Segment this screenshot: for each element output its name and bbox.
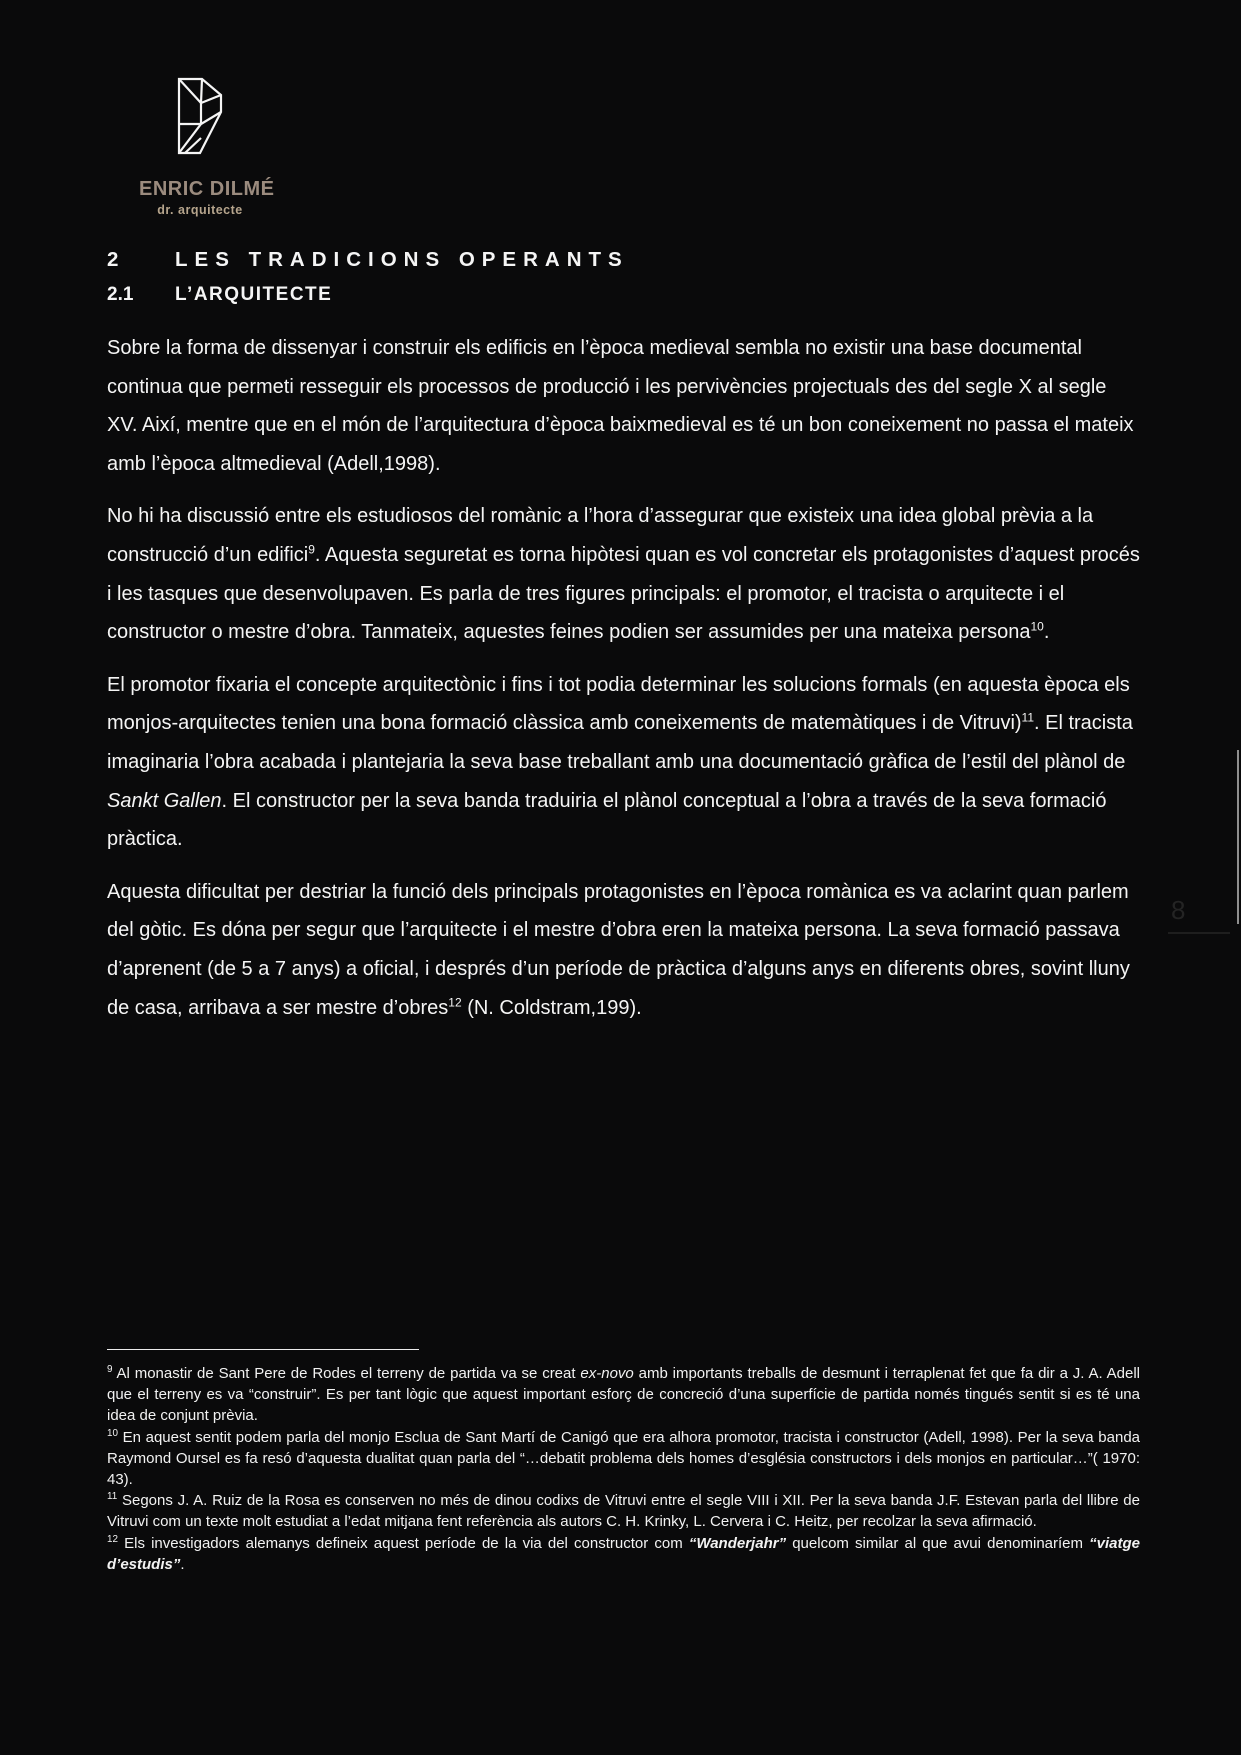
logo-tagline: dr. arquitecte (157, 203, 243, 217)
paragraph-3-text: El promotor fixaria el concepte arquitectònic i fins i tot podia determinar les solucions formals (en aquesta època els monjos-arquitectes tenien una bona formació clàssica amb coneixements de matemàtiques i de Vitruvi) (107, 673, 1130, 735)
footnote-12-text: Els investigadors alemanys defineix aquest període de la via del constructor com (117, 1534, 689, 1552)
paragraph-3-text: . El constructor per la seva banda traduiria el plànol conceptual a l’obra a través de la seva formació pràctica. (107, 789, 1107, 851)
footnote-11-text: Segons J. A. Ruiz de la Rosa es conserven no més de dinou codixs de Vitruvi entre el segle VIII i XII. Per la seva banda J.F. Estevan parla del llibre de Vitruvi com un texte molt estudiat a l’edat mitjana fent referència als autors C. H. Krinky, L. Cervera i C. Heitz, per recolzar la seva afirmació. (107, 1492, 1140, 1531)
footnote-10 (107, 1427, 1140, 1491)
page-number: 8 (1171, 895, 1186, 925)
logo (139, 76, 275, 217)
footnote-10-number: 10 (107, 1427, 118, 1439)
footnote-11 (107, 1490, 1140, 1532)
section-number: 2.1 (107, 284, 134, 305)
paragraph-2-text: . Aquesta seguretat es torna hipòtesi quan es vol concretar els protagonistes d’aquest procés i les tasques que desenvolupaven. Es parla de tres figures principals: el promotor, el tracista o arquitecte i el constructor o mestre d’obra. Tanmateix, aquestes feines podien ser assumides per una mateixa persona (107, 543, 1140, 644)
italic-term-viatge-destudis: “viatge d’estudis” (107, 1534, 1140, 1573)
section-title: L’ARQUITECTE (175, 284, 333, 305)
chapter-title: LES TRADICIONS OPERANTS (175, 248, 629, 271)
paragraph-3-text: . El tracista imaginaria l’obra acabada i plantejaria la seva base treballant amb una documentació gràfica de l’estil del plànol de (107, 712, 1133, 773)
right-edge-line (1237, 750, 1239, 924)
paragraph-4 (107, 873, 1140, 1027)
footnote-10-text: En aquest sentit podem parla del monjo Esclua de Sant Martí de Canigó que era alhora promotor, tracista i constructor (Adell, 1998). Per la seva banda Raymond Oursel es fa resó d’aquesta dualitat quan parla del “…debatit problema dels homes d’església constructors i dels monjos en particular…”( 1970: 43). (107, 1428, 1140, 1489)
paragraph-1-text: Sobre la forma de dissenyar i construir els edificis en l’època medieval sembla no existir una base documental continua que permeti resseguir els processos de producció i les pervivències projectuals des del segle X al segle XV. Així, mentre que en el món de l’arquitectura d’època baixmedieval es té un bon coneixement no passa el mateix amb l’època altmedieval (Adell,1998). (107, 337, 1134, 475)
footnote-ref-9: 9 (308, 542, 315, 557)
footnote-12-text: quelcom similar al que avui denominaríem (786, 1534, 1090, 1552)
footnote-12-text: . (180, 1555, 185, 1573)
paragraph-2-text: . (1043, 621, 1050, 644)
paragraph-2 (107, 497, 1140, 651)
footnote-ref-10: 10 (1030, 619, 1044, 634)
chapter-heading (107, 247, 1140, 273)
page-number-rule (1168, 932, 1230, 934)
italic-term-sankt-gallen: Sankt Gallen (107, 789, 222, 812)
footnote-separator-rule (107, 1349, 419, 1350)
footnotes-section (107, 1349, 1140, 1575)
logo-brand-text: ENRIC DILMÉ (139, 178, 275, 200)
footnote-12-number: 12 (107, 1533, 118, 1545)
paragraph-1 (107, 329, 1140, 483)
footnote-12 (107, 1533, 1140, 1575)
logo-mark-icon (175, 76, 225, 156)
footnote-ref-12: 12 (448, 994, 462, 1009)
paragraph-4-text: Aquesta dificultat per destriar la funció dels principals protagonistes en l’època romànica es va aclarint quan parlem del gòtic. Es dóna per segur que l’arquitecte i el mestre d’obra eren la mateixa persona. La seva formació passava d’aprenent (de 5 a 7 anys) a oficial, i després d’un període de pràctica d’alguns anys en diferents obres, sovint lluny de casa, arribava a ser mestre d’obres (107, 880, 1130, 1019)
footnote-ref-11: 11 (1021, 710, 1035, 725)
paragraph-4-text: (N. Coldstram,199). (461, 996, 642, 1019)
paragraph-3 (107, 666, 1140, 859)
footnote-9-text: Al monastir de Sant Pere de Rodes el terreny de partida va se creat (112, 1365, 581, 1382)
footnote-9-number: 9 (107, 1364, 113, 1375)
footnote-9 (107, 1363, 1140, 1427)
footnote-9-text: amb importants treballs de desmunt i terraplenat fet que fa dir a J. A. Adell que el terreny es va “construir”. Es per tant lògic que aquest important esforç de concreció d’una superfície de partida només tingués sentit si es té una idea de conjunt prèvia. (107, 1365, 1140, 1425)
section-heading (107, 282, 1140, 308)
italic-term-ex-novo: ex-novo (580, 1365, 634, 1382)
footnote-11-number: 11 (107, 1491, 118, 1503)
paragraph-2-text: No hi ha discussió entre els estudiosos del romànic a l’hora d’assegurar que existeix una idea global prèvia a la construcció d’un edifici (107, 505, 1094, 566)
chapter-number: 2 (107, 248, 119, 271)
main-content (107, 247, 1140, 1041)
italic-term-wanderjahr: “Wanderjahr” (688, 1534, 787, 1552)
